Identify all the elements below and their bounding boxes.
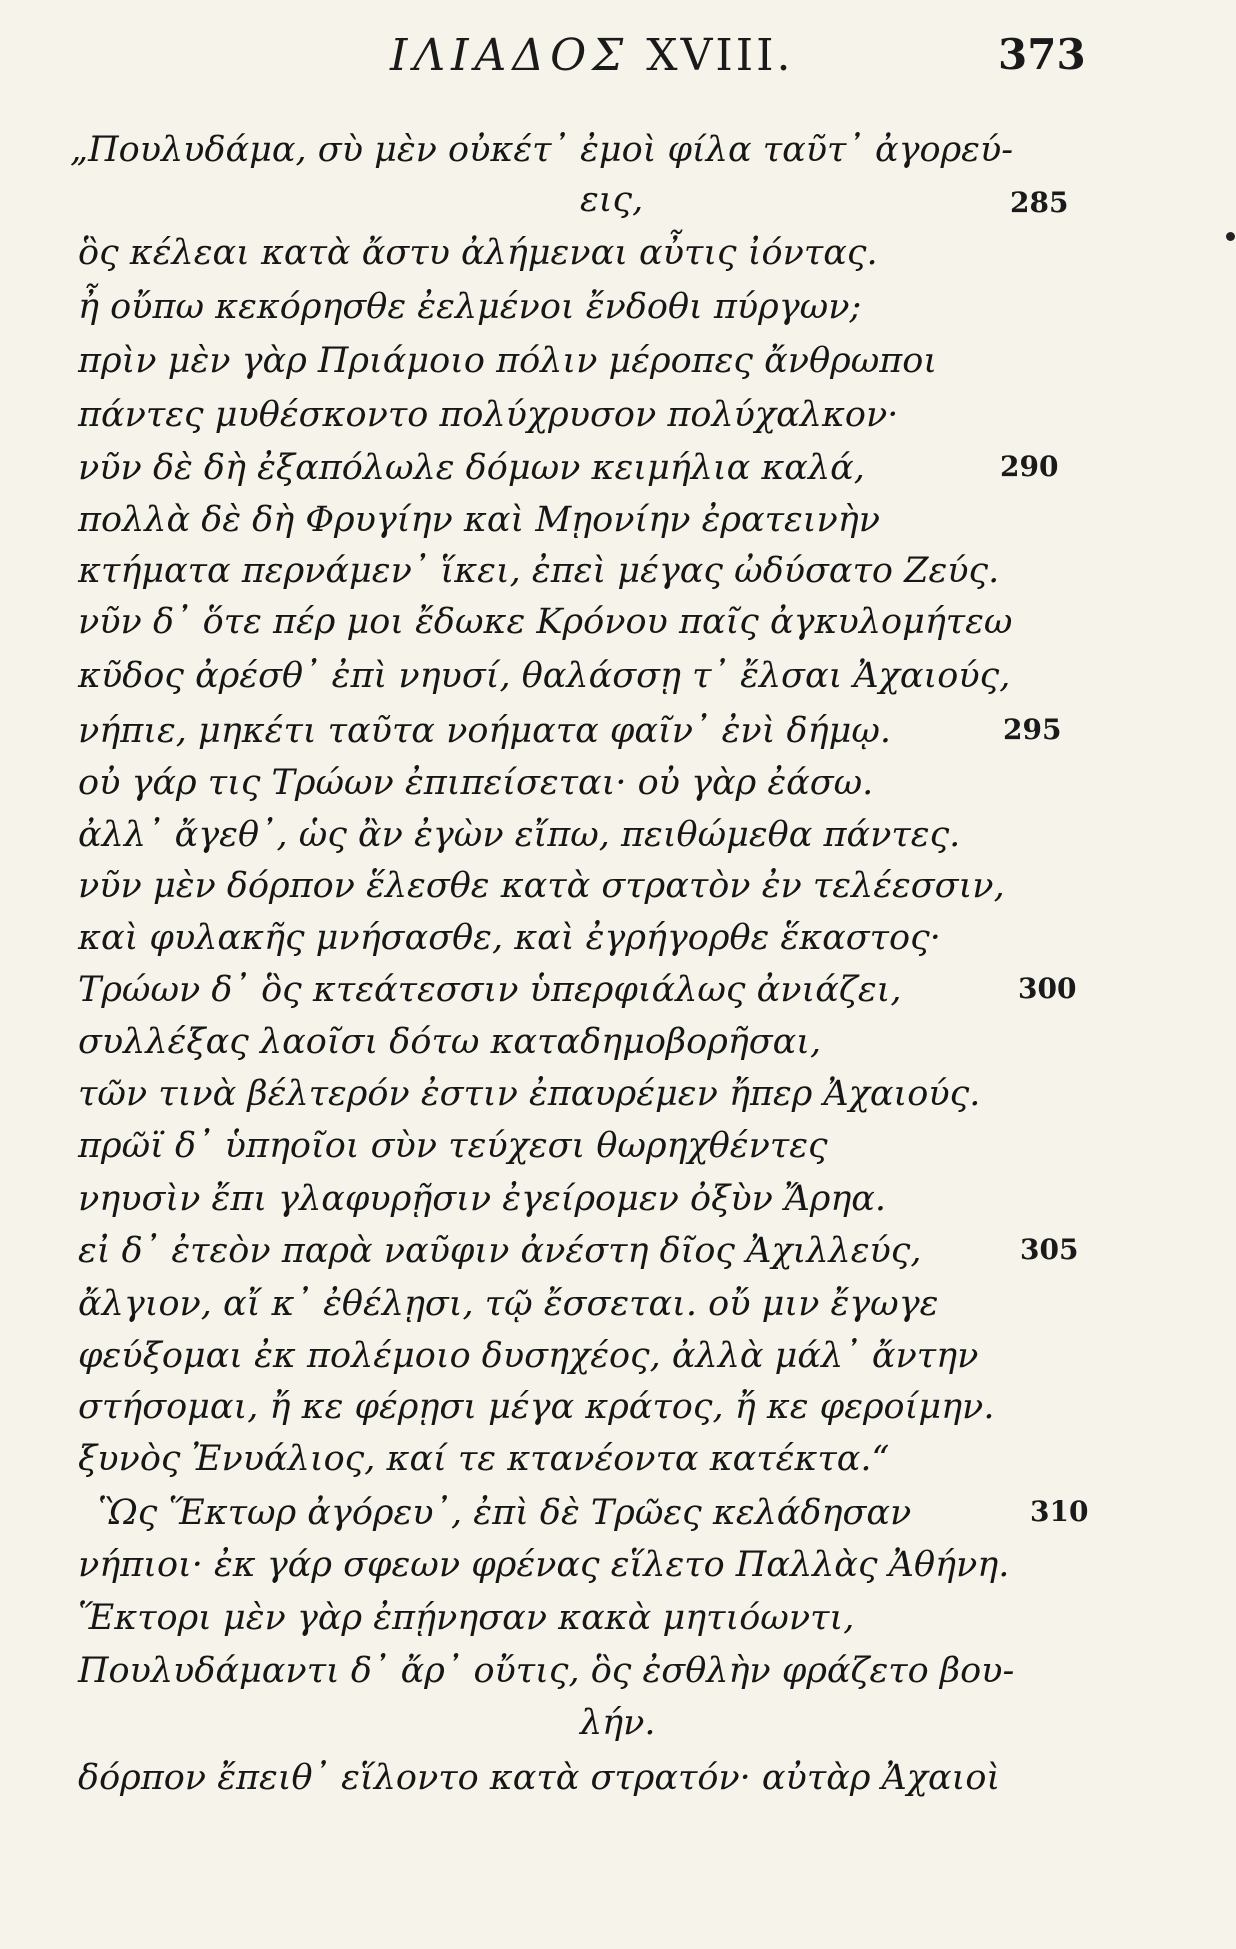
verse-line: κῦδος ἀρέσθ᾽ ἐπὶ νηυσί, θαλάσσῃ τ᾽ ἔλσαι Ἀχαιούς, bbox=[78, 656, 1011, 696]
verse-line: ἄλγιον, αἴ κ᾽ ἐθέλῃσι, τῷ ἔσσεται. οὔ μιν ἔγωγε bbox=[78, 1284, 939, 1324]
verse-line: νῦν δ᾽ ὅτε πέρ μοι ἔδωκε Κρόνου παῖς ἀγκυλομήτεω bbox=[78, 602, 1013, 642]
verse-line: οὐ γάρ τις Τρώων ἐπιπείσεται· οὐ γὰρ ἐάσω. bbox=[78, 763, 874, 803]
verse-line: δόρπον ἔπειθ᾽ εἵλοντο κατὰ στρατόν· αὐτὰρ Ἀχαιοὶ bbox=[78, 1758, 1001, 1798]
line-number: 310 bbox=[1030, 1495, 1089, 1528]
print-speck bbox=[1226, 232, 1235, 241]
verse-line: κτήματα περνάμεν᾽ ἵκει, ἐπεὶ μέγας ὠδύσατο Ζεύς. bbox=[78, 551, 1000, 591]
line-number: 290 bbox=[1000, 450, 1059, 483]
verse-line: πολλὰ δὲ δὴ Φρυγίην καὶ Μῃονίην ἐρατεινὴν bbox=[78, 500, 880, 540]
running-head-book: XVIII. bbox=[646, 30, 794, 81]
verse-line: „Πουλυδάμα, σὺ μὲν οὐκέτ᾽ ἐμοὶ φίλα ταῦτ᾽ ἀγορεύ- bbox=[70, 130, 1014, 170]
verse-line: συλλέξας λαοῖσι δότω καταδημοβορῆσαι, bbox=[78, 1022, 822, 1062]
verse-line: στήσομαι, ἤ κε φέρῃσι μέγα κράτος, ἤ κε φεροίμην. bbox=[78, 1387, 995, 1427]
verse-line: τῶν τινὰ βέλτερόν ἐστιν ἐπαυρέμεν ἤπερ Ἀχαιούς. bbox=[78, 1074, 981, 1114]
verse-line: πρῶϊ δ᾽ ὑπηοῖοι σὺν τεύχεσι θωρηχθέντες bbox=[78, 1126, 828, 1166]
verse-line: Τρώων δ᾽ ὃς κτεάτεσσιν ὑπερφιάλως ἀνιάζει, bbox=[78, 970, 902, 1010]
verse-line: ἦ οὔπω κεκόρησθε ἐελμένοι ἔνδοθι πύργων; bbox=[78, 287, 862, 327]
page-number: 373 bbox=[998, 30, 1086, 79]
verse-line: νήπιε, μηκέτι ταῦτα νοήματα φαῖν᾽ ἐνὶ δήμῳ. bbox=[78, 711, 892, 751]
verse-line: ἀλλ᾽ ἄγεθ᾽, ὡς ἂν ἐγὼν εἴπω, πειθώμεθα πάντες. bbox=[78, 815, 961, 855]
verse-line: ὃς κέλεαι κατὰ ἄστυ ἀλήμεναι αὖτις ἰόντας. bbox=[78, 233, 878, 273]
verse-line: Ἕκτορι μὲν γὰρ ἐπῄνησαν κακὰ μητιόωντι, bbox=[78, 1598, 855, 1638]
verse-line: λήν. bbox=[580, 1703, 656, 1743]
verse-line: ξυνὸς Ἐνυάλιος, καί τε κτανέοντα κατέκτα.“ bbox=[78, 1439, 890, 1479]
line-number: 300 bbox=[1018, 972, 1077, 1005]
verse-line: πάντες μυθέσκοντο πολύχρυσον πολύχαλκον· bbox=[78, 395, 899, 435]
running-head bbox=[390, 30, 794, 81]
verse-line: φεύξομαι ἐκ πολέμοιο δυσηχέος, ἀλλὰ μάλ᾽ ἄντην bbox=[78, 1336, 979, 1376]
line-number: 305 bbox=[1020, 1233, 1079, 1266]
verse-line: νῦν μὲν δόρπον ἕλεσθε κατὰ στρατὸν ἐν τελέεσσιν, bbox=[78, 866, 1005, 906]
verse-line: πρὶν μὲν γὰρ Πριάμοιο πόλιν μέροπες ἄνθρωποι bbox=[78, 341, 938, 381]
verse-line: εἰ δ᾽ ἐτεὸν παρὰ ναῦφιν ἀνέστη δῖος Ἀχιλλεύς, bbox=[78, 1231, 922, 1271]
verse-line: νήπιοι· ἐκ γάρ σφεων φρένας εἵλετο Παλλὰς Ἀθήνη. bbox=[78, 1545, 1010, 1585]
verse-line: Πουλυδάμαντι δ᾽ ἄρ᾽ οὔτις, ὃς ἐσθλὴν φράζετο βου- bbox=[78, 1651, 1015, 1691]
verse-line: νηυσὶν ἔπι γλαφυρῇσιν ἐγείρομεν ὀξὺν Ἄρηα. bbox=[78, 1179, 887, 1219]
verse-line: εις, bbox=[580, 180, 644, 220]
verse-line: Ὣς Ἕκτωρ ἀγόρευ᾽, ἐπὶ δὲ Τρῶες κελάδησαν bbox=[98, 1493, 912, 1533]
verse-line: καὶ φυλακῆς μνήσασθε, καὶ ἐγρήγορθε ἕκαστος· bbox=[78, 918, 941, 958]
verse-line: νῦν δὲ δὴ ἐξαπόλωλε δόμων κειμήλια καλά, bbox=[78, 448, 865, 488]
running-head-title: ΙΛΙΑΔΟΣ bbox=[390, 30, 630, 81]
line-number: 285 bbox=[1010, 186, 1069, 219]
line-number: 295 bbox=[1003, 713, 1062, 746]
